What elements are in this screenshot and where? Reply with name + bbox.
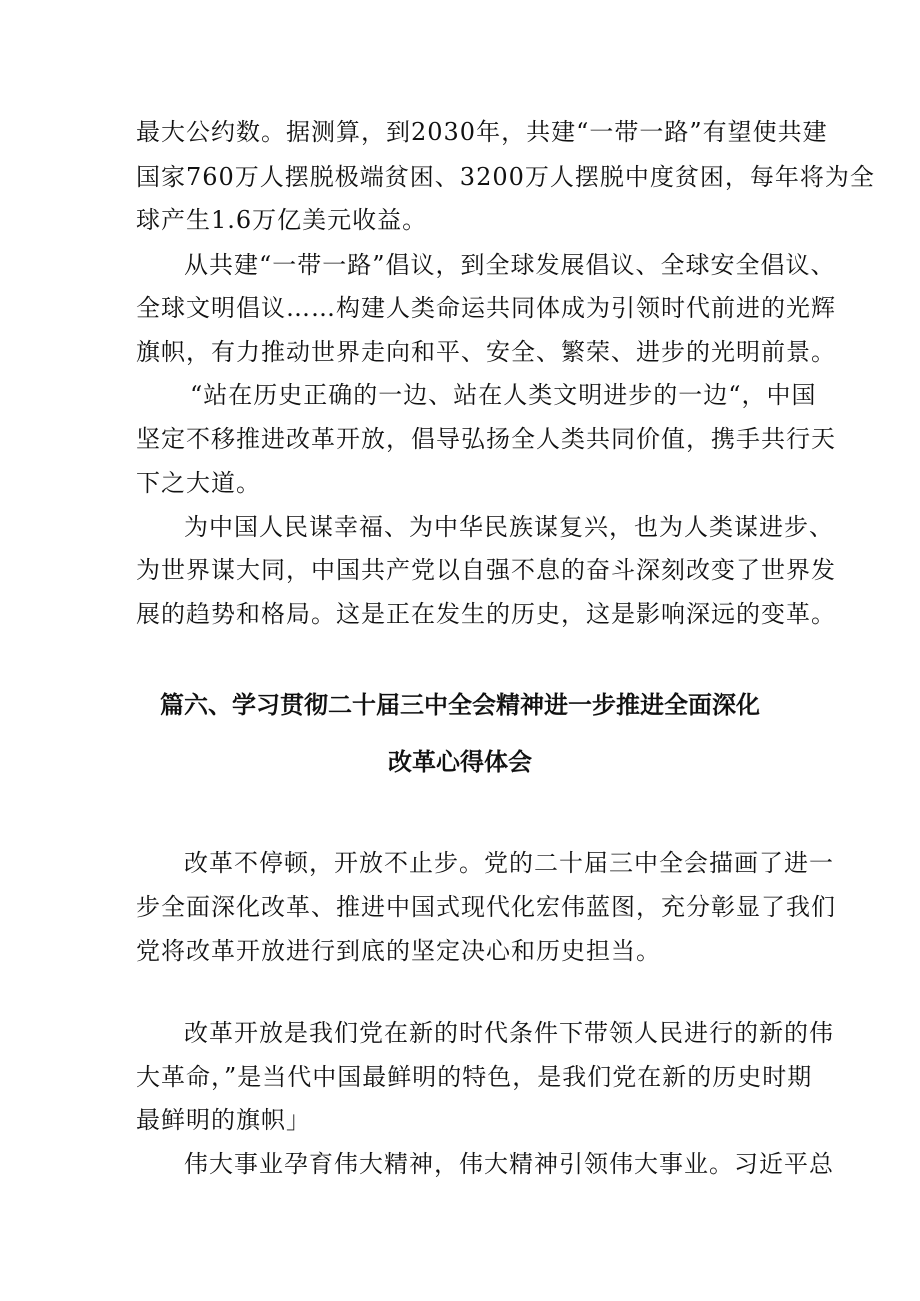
paragraph-line: 国家760万人摆脱极端贫困、3200万人摆脱中度贫困，每年将为全 bbox=[136, 163, 875, 191]
paragraph-line: 展的趋势和格局。这是正在发生的历史，这是影响深远的变革。 bbox=[136, 600, 836, 628]
paragraph-line: 球产生1.6万亿美元收益。 bbox=[136, 206, 428, 234]
section-heading-line-2: 改革心得体会 bbox=[388, 748, 532, 776]
paragraph-line: 党将改革开放进行到底的坚定决心和历史担当。 bbox=[136, 937, 661, 965]
paragraph-line: 从共建“一带一路”倡议，到全球发展倡议、全球安全倡议、 bbox=[184, 251, 836, 279]
paragraph-line: 为中国人民谋幸福、为中华民族谋复兴，也为人类谋进步、 bbox=[184, 513, 834, 541]
paragraph-line: 大革命，”是当代中国最鲜明的特色，是我们党在新的历史时期 bbox=[136, 1063, 813, 1091]
section-heading-line-1: 篇六、学习贯彻二十届三中全会精神进一步推进全面深化 bbox=[160, 691, 760, 719]
paragraph-line: 坚定不移推进改革开放，倡导弘扬全人类共同价值，携手共行天 bbox=[136, 425, 836, 453]
paragraph-line: 改革不停顿，开放不止步。党的二十届三中全会描画了进一 bbox=[184, 849, 834, 877]
paragraph-line: 全球文明倡议……构建人类命运共同体成为引领时代前进的光辉 bbox=[136, 294, 836, 322]
paragraph-line: 为世界谋大同，中国共产党以自强不息的奋斗深刻改变了世界发 bbox=[136, 556, 836, 584]
paragraph-line: 伟大事业孕育伟大精神，伟大精神引领伟大事业。习近平总 bbox=[184, 1150, 834, 1178]
paragraph-line: 改革开放是我们党在新的时代条件下带领人民进行的新的伟 bbox=[184, 1019, 834, 1047]
paragraph-line: “站在历史正确的一边、站在人类文明进步的一边“，中国 bbox=[190, 381, 817, 409]
paragraph-line: 旗帜，有力推动世界走向和平、安全、繁荣、进步的光明前景。 bbox=[136, 338, 836, 366]
paragraph-line: 步全面深化改革、推进中国式现代化宏伟蓝图，充分彰显了我们 bbox=[136, 893, 836, 921]
paragraph-line: 最鲜明的旗帜」 bbox=[136, 1106, 311, 1134]
paragraph-line: 最大公约数。据测算，到2030年，共建“一带一路”有望使共建 bbox=[136, 118, 828, 146]
paragraph-line: 下之大道。 bbox=[136, 469, 261, 497]
